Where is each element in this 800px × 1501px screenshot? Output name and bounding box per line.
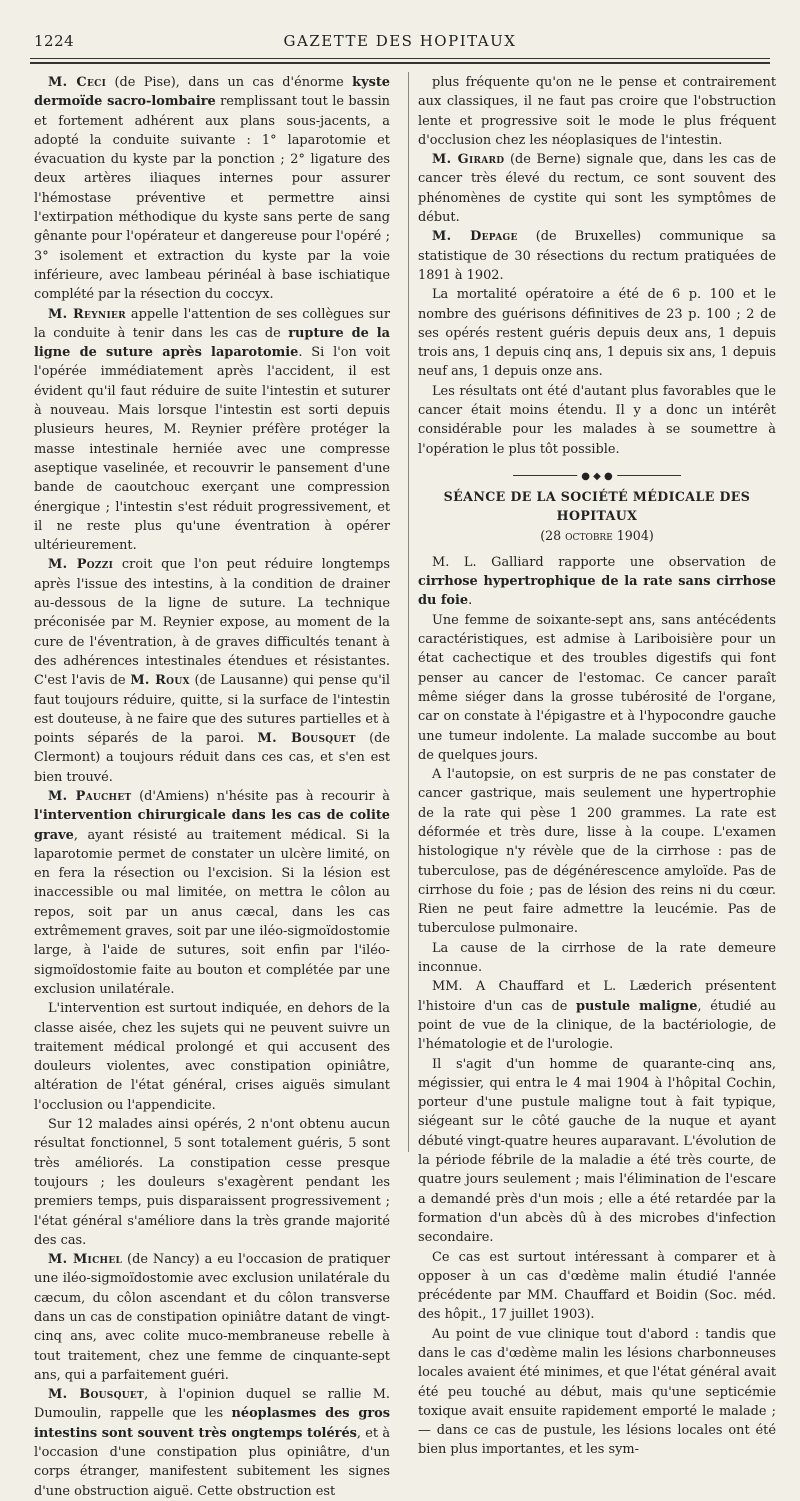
text-run: croit que l'on peut réduire longtemps après l'issue des intestins, à la condition de drainer au-dessous de la ligne de suture. La technique préconisée par M. Reynier expose, au moment de la cure de l'éventration, à de graves difficultés tenant à des adhérences intestinales étendues et résistantes. C'est l'avis de <box>34 557 390 689</box>
page-number: 1224 <box>34 32 75 50</box>
paragraph <box>418 1248 776 1325</box>
text-run: La cause de la cirrhose de la rate demeure inconnue. <box>418 940 776 976</box>
speaker-name: M. Roux <box>130 673 190 689</box>
paragraph <box>418 227 776 285</box>
text-run: appelle l'attention de ses collègues sur la conduite à tenir dans les cas de <box>34 306 390 341</box>
speaker-name: M. Ceci <box>48 75 107 90</box>
paragraph <box>34 787 390 999</box>
emphasis: kyste dermoïde sacro-lombaire <box>34 75 390 110</box>
paragraph <box>34 73 390 305</box>
text-run: Il s'agit d'un homme de quarante-cinq ans, mégissier, qui entra le 4 mai 1904 à l'hôpital Cochin, porteur d'une pustule maligne tout à fait typique, siégeant sur le côté gauche de la nuque et ayant débuté vingt-quatre heures auparavant. L'évolution de la période fébrile de la maladie a été très courte, de quatre jours seulement ; mais l'élimination de l'escare a demandé près d'un mois ; elle a été retardée par la formation d'un abcès dû à des microbes d'infection secondaire. <box>418 1056 776 1246</box>
text-run: (de Bruxelles) communique sa statistique de 30 résections du rectum pratiquées de 1891 à 1902. <box>418 229 776 283</box>
emphasis: l'intervention chirurgicale dans les cas de colite grave <box>34 808 390 843</box>
speaker-name: M. Bousquet <box>48 1387 145 1403</box>
section-date: (28 octobre 1904) <box>540 527 654 543</box>
text-run: A l'autopsie, on est surpris de ne pas constater de cancer gastrique, mais seulement une hypertrophie de la rate qui pèse 1 200 grammes. La rate est déformée et très dure, lisse à la coupe. L'examen histologique n'y révèle que de la cirrhose : pas de tuberculose, pas de dégénérescence amyloïde. Pas de cirrhose du foie ; pas de lésion des reins ni du cœur. Rien ne peut faire admettre la leucémie. Pas de tuberculose pulmonaire. <box>418 767 776 937</box>
header-rule <box>30 58 770 59</box>
text-run: La mortalité opératoire a été de 6 p. 100 et le nombre des guérisons définitives de 23 p. 100 ; 2 de ses opérés restent guéris depuis deux ans, 1 depuis trois ans, 1 depuis cinq ans, 1 depuis six ans, 1 depuis neuf ans, 1 depuis onze ans. <box>418 287 776 380</box>
text-run: MM. A Chauffard et L. Læderich présentent l'histoire d'un cas de <box>418 979 776 1014</box>
text-run: . Si l'on voit l'opérée immédiatement après l'accident, il est évident qu'il faut réduire de suite l'intestin et suturer à nouveau. Mais lorsque l'intestin est sorti depuis plusieurs heures, M. Reynier préfère protéger la masse intestinale herniée avec une compresse aseptique vaselinée, et recouvrir le pansement d'une bande de caoutchouc exerçant une compression énergique ; l'intestin s'est réduit progressivement, et il ne reste plus qu'une éventration à opérer ultérieurement. <box>34 345 390 554</box>
paragraph <box>418 382 776 459</box>
paragraph <box>34 1385 390 1501</box>
paragraph <box>418 977 776 1054</box>
speaker-name: M. Girard <box>432 152 505 168</box>
text-run: (de Pise), dans un cas d'énorme <box>106 75 353 90</box>
left-column <box>34 73 390 1501</box>
emphasis: rupture de la ligne de suture après laparotomie <box>34 325 391 361</box>
text-run: Les résultats ont été d'autant plus favorables que le cancer était moins étendu. Il y a donc un intérêt considérable pour les malades à se soumettre à l'opération le plus tôt possible. <box>418 383 776 457</box>
section-title: SÉANCE DE LA SOCIÉTÉ MÉDICALE DES HOPITAUX <box>443 488 751 524</box>
paragraph <box>34 555 390 787</box>
paragraph <box>418 553 776 611</box>
text-run: Ce cas est surtout intéressant à comparer et à opposer à un cas d'œdème malin étudié l'année précédente par MM. Chauffard et Boidin (Soc. méd. des hôpit., 17 juillet 1903). <box>418 1249 776 1323</box>
paragraph <box>418 1325 776 1460</box>
text-run: Au point de vue clinique tout d'abord : tandis que dans le cas d'œdème malin les lésions charbonneuses locales avaient été minimes, et que l'état général avait été peu touché au début, mais qu'une septicémie toxique avait ensuite rapidement emporté le malade ; — dans ce cas de pustule, les lésions locales ont été bien plus importantes, et les sym- <box>418 1326 776 1458</box>
speaker-name: M. Bousquet <box>257 731 356 747</box>
paragraph <box>34 305 390 556</box>
paragraph <box>418 73 776 150</box>
paragraph <box>34 1250 390 1385</box>
text-run: , étudié au point de vue de la clinique, de la bactériologie, de l'hématologie et de l'urologie. <box>418 998 776 1053</box>
text-run: , à l'opinion duquel se rallie M. Dumoulin, rappelle que les <box>34 1387 391 1422</box>
text-run: (de Berne) signale que, dans les cas de cancer très élevé du rectum, ce sont souvent des phénomènes de cystite qui sont les symptômes de début. <box>418 152 776 226</box>
text-run: . <box>468 593 473 609</box>
emphasis: néoplasmes des gros intestins sont souvent très ongtemps tolérés <box>34 1406 390 1441</box>
text-run: (d'Amiens) n'hésite pas à recourir à <box>131 788 390 804</box>
paragraph <box>418 939 776 978</box>
running-title: GAZETTE DES HOPITAUX <box>283 32 517 50</box>
emphasis: pustule maligne <box>575 998 698 1014</box>
text-run: plus fréquente qu'on ne le pense et contrairement aux classiques, il ne faut pas croire que l'obstruction lente et progressive soit le mode le plus fréquent d'occlusion chez les néoplasiques de l'intestin. <box>418 75 776 148</box>
column-divider <box>408 72 409 1152</box>
emphasis: cirrhose hypertrophique de la rate sans cirrhose du foie <box>418 574 776 609</box>
speaker-name: M. Pozzi <box>48 557 114 573</box>
right-column-bottom <box>418 553 776 1460</box>
paragraph <box>418 150 776 227</box>
paragraph <box>418 611 776 765</box>
paragraph <box>418 285 776 381</box>
text-run: remplissant tout le bassin et fortement adhérent aux plans sous-jacents, a adopté la conduite suivante : 1° laparotomie et évacuation du kyste par la ponction ; 2° ligature des deux artères iliaques internes pour assurer l'hémostase préventive et permettre ainsi l'extirpation méthodique du kyste sans perte de sang gênante pour l'opérateur et dangereuse pour l'opéré ; 3° isolement et extraction du kyste par la voie inférieure, avec lambeau périnéal à base ischiatique complété par la résection du coccyx. <box>34 94 390 303</box>
paragraph <box>418 1055 776 1248</box>
paragraph <box>34 999 390 1115</box>
text-run: , ayant résisté au traitement médical. Si la laparotomie permet de constater un ulcère limité, on en fera la résection ou l'excision. Si la lésion est inaccessible ou mal limitée, on mettra le côlon au repos, soit par un anus cæcal, dans les cas extrêmement graves, soit par une iléo-sigmoïdostomie large, à l'aide de sutures, soit enfin par l'iléo-sigmoïdostomie faite au bouton et complétée par une exclusion unilatérale. <box>34 827 390 997</box>
text-run: (de Nancy) a eu l'occasion de pratiquer une iléo-sigmoïdostomie avec exclusion unilatérale du cæcum, du côlon ascendant et du côlon transverse dans un cas de constipation opiniâtre datant de vingt-cinq ans, avec colite muco-membraneuse rebelle à tout traitement, chez une femme de cinquante-sept ans, qui a parfaitement guéri. <box>34 1252 390 1383</box>
header-rule-thick <box>30 62 770 64</box>
paragraph <box>418 765 776 939</box>
text-run: L'intervention est surtout indiquée, en dehors de la classe aisée, chez les sujets qui ne peuvent suivre un traitement médical prolongé et qui accusent des douleurs violentes, avec constipation opiniâtre, altération de l'état général, crises aiguës simulant l'occlusion ou l'appendicite. <box>34 1001 390 1113</box>
right-column-top <box>418 73 776 459</box>
paragraph <box>34 1115 390 1250</box>
text-run: Sur 12 malades ainsi opérés, 2 n'ont obtenu aucun résultat fonctionnel, 5 sont totalement guéris, 5 sont très améliorés. La constipation cesse presque toujours ; les douleurs s'exagèrent pendant les premiers temps, puis disparaissent progressivement ; l'état général s'améliore dans la très grande majorité des cas. <box>34 1117 390 1248</box>
text-run: Une femme de soixante-sept ans, sans antécédents caractéristiques, est admise à Lariboisière pour un état cachectique et des troubles digestifs qui font penser au cancer de l'estomac. Ce cancer paraît même siéger dans la grosse tubérosité de l'organe, car on constate à l'épigastre et à l'hypocondre gauche une tumeur indolente. La malade succombe au bout de quelques jours. <box>418 612 776 763</box>
text-run: (de Lausanne) qui pense qu'il faut toujours réduire, quitte, si la surface de l'intestin est douteuse, à ne faire que des sutures partielles et à points séparés de la paroi. <box>34 673 390 747</box>
speaker-name: M. Reynier <box>48 306 126 322</box>
section-separator: ● ◆ ● <box>418 465 776 485</box>
text-run: M. L. Galliard rapporte une observation de <box>432 554 776 570</box>
speaker-name: M. Pauchet <box>48 788 132 804</box>
speaker-name: M. Depage <box>432 229 518 245</box>
text-run: (de Clermont) a toujours réduit dans ces cas, et s'en est bien trouvé. <box>34 731 391 785</box>
text-run: , et à l'occasion d'une constipation plus opiniâtre, d'un corps étranger, manifestent subitement les signes d'une obstruction aiguë. Cette obstruction est <box>34 1425 390 1499</box>
right-column <box>418 73 776 1460</box>
speaker-name: M. Michel <box>48 1252 123 1268</box>
